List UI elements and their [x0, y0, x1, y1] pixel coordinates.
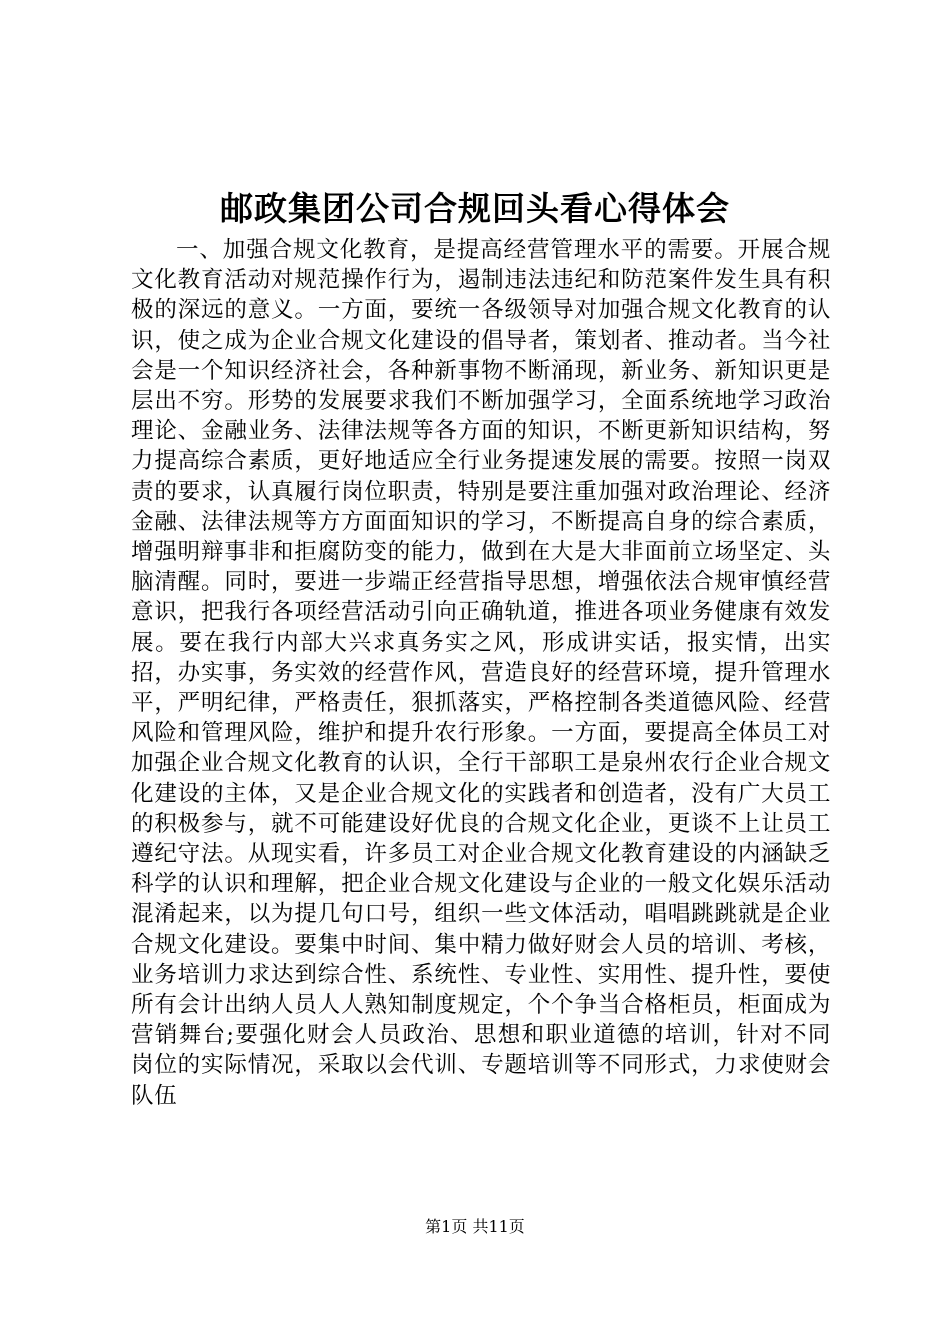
document-title: 邮政集团公司合规回头看心得体会: [220, 189, 730, 228]
page-number-footer: 第1页 共11页: [425, 1217, 525, 1236]
body-paragraph: 一、加强合规文化教育，是提高经营管理水平的需要。开展合规文化教育活动对规范操作行为，遏制违法违纪和防范案件发生具有积极的深远的意义。一方面，要统一各级领导对加强合规文化教育的认识，使之成为企业合规文化建设的倡导者，策划者、推动者。当今社会是一个知识经济社会，各种新事物不断涌现，新业务、新知识更是层出不穷。形势的发展要求我们不断加强学习，全面系统地学习政治理论、金融业务、法律法规等各方面的知识，不断更新知识结构，努力提高综合素质，更好地适应全行业务提速发展的需要。按照一岗双责的要求，认真履行岗位职责，特别是要注重加强对政治理论、经济金融、法律法规等方方面面知识的学习，不断提高自身的综合素质，增强明辩事非和拒腐防变的能力，做到在大是大非面前立场坚定、头脑清醒。同时，要进一步端正经营指导思想，增强依法合规审慎经营意识，把我行各项经营活动引向正确轨道，推进各项业务健康有效发展。要在我行内部大兴求真务实之风，形成讲实话，报实情，出实招，办实事，务实效的经营作风，营造良好的经营环境，提升管理水平，严明纪律，严格责任，狠抓落实，严格控制各类道德风险、经营风险和管理风险，维护和提升农行形象。一方面，要提高全体员工对加强企业合规文化教育的认识，全行干部职工是泉州农行企业合规文化建设的主体，又是企业合规文化的实践者和创造者，没有广大员工的积极参与，就不可能建设好优良的合规文化企业，更谈不上让员工遵纪守法。从现实看，许多员工对企业合规文化教育建设的内涵缺乏科学的认识和理解，把企业合规文化建设与企业的一般文化娱乐活动混淆起来，以为提几句口号，组织一些文体活动，唱唱跳跳就是企业合规文化建设。要集中时间、集中精力做好财会人员的培训、考核，业务培训力求达到综合性、系统性、专业性、实用性、提升性，要使所有会计出纳人员人人熟知制度规定，个个争当合格柜员，柜面成为营销舞台;要强化财会人员政治、思想和职业道德的培训，针对不同岗位的实际情况，采取以会代训、专题培训等不同形式，力求使财会队伍: [131, 237, 831, 1109]
